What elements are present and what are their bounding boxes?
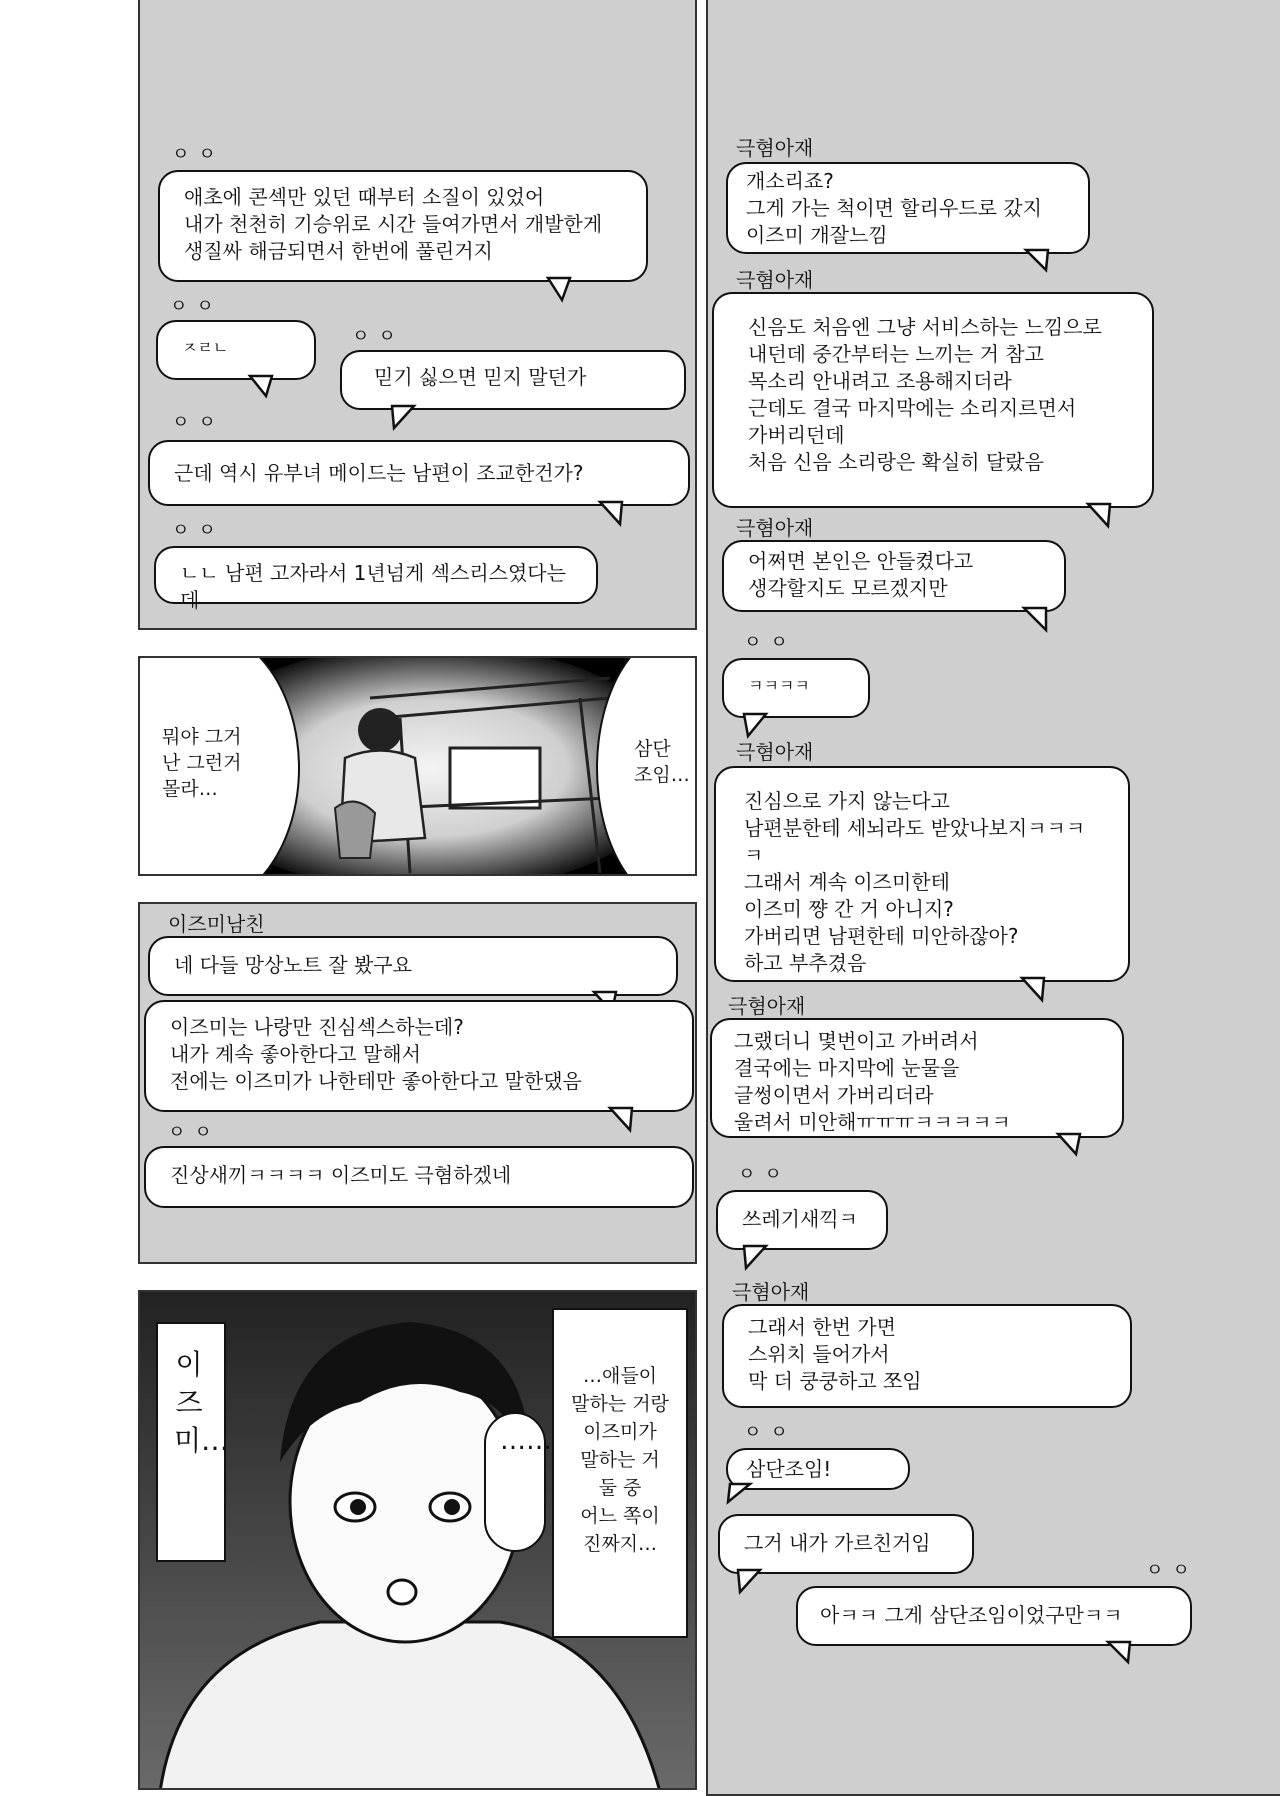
speaker-name: 극혐아재 [728, 994, 806, 1018]
bubble-tail [610, 1108, 632, 1130]
speech-bubble: 진상새끼ㅋㅋㅋㅋ 이즈미도 극혐하겠네 [144, 1146, 694, 1208]
speaker-dots: ㅇㅇ [352, 326, 405, 347]
panel-right-chat [706, 0, 1280, 1796]
speaker-dots: ㅇㅇ [1146, 1560, 1199, 1581]
bubble-tail [744, 1246, 766, 1268]
speech-bubble: 이즈미는 나랑만 진심섹스하는데? 내가 계속 좋아한다고 말해서 전에는 이즈미가 나한테만 좋아한다고 말한댔음 [144, 1000, 694, 1112]
speech-bubble: 그랬더니 몇번이고 가버려서 결국에는 마지막에 눈물을 글썽이면서 가버리더라 울려서 미안해ㅠㅠㅠㅋㅋㅋㅋㅋ [710, 1018, 1124, 1138]
speech-bubble: ㅈㄹㄴ [156, 320, 316, 380]
bubble-tail [1022, 978, 1044, 1000]
speech-bubble-white-right: 삼단 조임… [596, 656, 697, 876]
speaker-name: 극혐아재 [736, 740, 814, 764]
panel-character-closeup [138, 1290, 697, 1790]
bubble-tail [728, 1484, 750, 1506]
speaker-dots: ㅇㅇ [738, 1164, 791, 1185]
panel-left-top [138, 0, 697, 630]
speech-bubble: 어쩌면 본인은 안들켰다고 생각할지도 모르겠지만 [722, 540, 1066, 612]
speech-bubble: ㄴㄴ 남편 고자라서 1년넘게 섹스리스였다는데 [154, 546, 598, 604]
bubble-tail [738, 1570, 760, 1592]
speaker-dots: ㅇㅇ [168, 1122, 221, 1143]
speech-bubble: 삼단조임! [726, 1448, 910, 1490]
speaker-name: 극혐아재 [732, 1280, 810, 1304]
speech-bubble: 진심으로 가지 않는다고 남편분한테 세뇌라도 받았나보지ㅋㅋㅋㅋ 그래서 계속 이즈미한테 이즈미 쨩 간 거 아니지? 가버리면 남편한테 미안하잖아? 하고 부추겼음 [714, 766, 1130, 982]
speech-bubble: ㅋㅋㅋㅋ [722, 658, 870, 718]
speech-bubble: 신음도 처음엔 그냥 서비스하는 느낌으로 내던데 중간부터는 느끼는 거 참고 목소리 안내려고 조용해지더라 근데도 결국 마지막에는 소리지르면서 가버리던데 처음 신음 소리랑은 확실히 달랐음 [712, 292, 1154, 508]
speech-bubble: 애초에 콘섹만 있던 때부터 소질이 있었어 내가 천천히 기승위로 시간 들여가면서 개발한게 생질싸 해금되면서 한번에 풀린거지 [158, 170, 648, 282]
bubble-tail [1024, 608, 1046, 630]
speech-bubble: 개소리죠? 그게 가는 척이면 할리우드로 갔지 이즈미 개잘느낌 [726, 162, 1090, 254]
bubble-tail [1058, 1134, 1080, 1156]
speech-bubble: 근데 역시 유부녀 메이드는 남편이 조교한건가? [148, 440, 690, 506]
speaker-name: 극혐아재 [736, 136, 814, 160]
speaker-name: 극혐아재 [736, 516, 814, 540]
speaker-dots: ㅇㅇ [744, 1422, 797, 1443]
speaker-dots: ㅇㅇ [172, 412, 225, 433]
speech-bubble-white-left: 뭐야 그거 난 그런거 몰라… [138, 656, 300, 876]
speaker-name: 이즈미남친 [168, 912, 265, 936]
bubble-tail [548, 278, 570, 300]
speaker-dots: ㅇㅇ [170, 296, 223, 317]
speaker-dots: ㅇㅇ [744, 632, 797, 653]
thought-caption-text: …애들이 말하는 거랑 이즈미가 말하는 거 둘 중 어느 쪽이 진짜지… [571, 1365, 669, 1555]
speech-bubble: 믿기 싫으면 믿지 말던가 [340, 350, 686, 410]
panel-left-mid [138, 902, 697, 1264]
bubble-tail [744, 714, 766, 736]
ellipsis-text: …… [500, 1426, 552, 1456]
speech-bubble: 그거 내가 가르친거임 [718, 1514, 974, 1574]
bubble-tail [392, 406, 414, 428]
panel-scene-desk [138, 656, 697, 876]
speaker-dots: ㅇㅇ [172, 144, 225, 165]
caption-text-vertical: 이즈미… [174, 1348, 230, 1457]
bubble-tail [600, 502, 622, 524]
bubble-tail [1108, 1642, 1130, 1664]
bubble-tail [1088, 504, 1110, 526]
speaker-dots: ㅇㅇ [172, 520, 225, 541]
speaker-name: 극혐아재 [736, 268, 814, 292]
bubble-tail [1026, 250, 1048, 272]
speech-bubble: 그래서 한번 가면 스위치 들어가서 막 더 쿵쿵하고 쪼임 [722, 1304, 1132, 1408]
speech-bubble: 쓰레기새끽ㅋ [716, 1190, 888, 1250]
speech-bubble: 아ㅋㅋ 그게 삼단조임이었구만ㅋㅋ [796, 1586, 1192, 1646]
speech-bubble: 네 다들 망상노트 잘 봤구요 [148, 936, 678, 996]
bubble-tail [250, 376, 272, 398]
